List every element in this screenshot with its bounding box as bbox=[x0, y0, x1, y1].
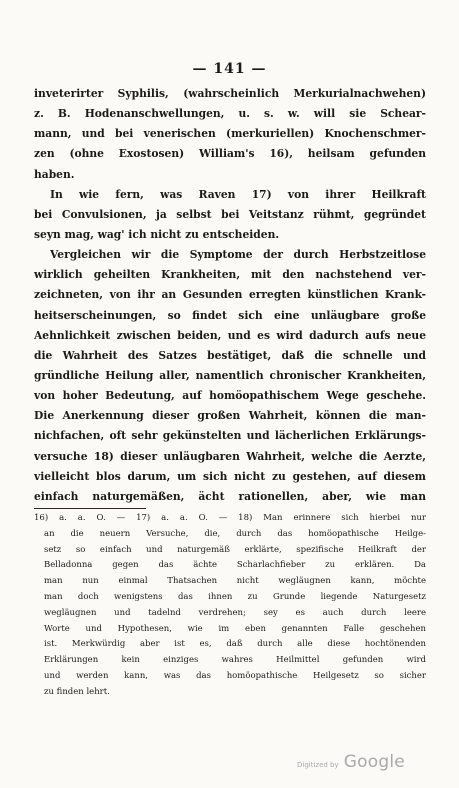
text-line: versuche 18) dieser unläugbaren Wahrheit, welche die Aerzte, bbox=[34, 449, 426, 463]
footnote-line: Erklärungen kein einziges wahres Heilmittel gefunden wird bbox=[44, 655, 426, 666]
digitized-by-google-watermark bbox=[297, 752, 405, 772]
footnote-divider bbox=[34, 508, 146, 509]
footnote-line: wegläugnen und tadelnd verdrehen; sey es auch durch leere bbox=[44, 607, 426, 618]
text-line: seyn mag, wag' ich nicht zu entscheiden. bbox=[34, 227, 280, 241]
text-line: Aehnlichkeit zwischen beiden, und es wird dadurch aufs neue bbox=[34, 328, 426, 342]
footnote-line: und werden kann, was das homöopathische Heilgesetz so sicher bbox=[44, 670, 426, 681]
page-number: — 141 — bbox=[192, 61, 267, 77]
footnote-line: 16) a. a. O. — 17) a. a. O. — 18) Man erinnere sich hierbei nur bbox=[34, 513, 426, 523]
text-line: gründliche Heilung aller, namentlich chronischer Krankheiten, bbox=[34, 368, 426, 382]
watermark-prefix: Digitized by bbox=[297, 761, 339, 769]
text-line: wirklich geheilten Krankheiten, mit den nachstehend ver- bbox=[34, 268, 426, 282]
text-line: nichfachen, oft sehr gekünstelten und lächerlichen Erklärungs- bbox=[34, 429, 426, 443]
text-line: vielleicht blos darum, um sich nicht zu gestehen, auf diesem bbox=[34, 469, 426, 483]
text-line: haben. bbox=[34, 167, 75, 181]
text-line: einfach naturgemäßen, ächt rationellen, aber, wie man bbox=[34, 489, 426, 503]
footnote-line: man nun einmal Thatsachen nicht wegläugnen kann, möchte bbox=[44, 576, 426, 587]
footnote-line: setz so einfach und naturgemäß erklärte, spezifische Heilkraft der bbox=[44, 544, 426, 555]
footnote-line: zu finden lehrt. bbox=[44, 686, 110, 697]
footnotes bbox=[34, 511, 426, 701]
text-line: die Wahrheit des Satzes bestätiget, daß die schnelle und bbox=[34, 348, 426, 362]
text-line: mann, und bei venerischen (merkuriellen) Knochenschmer- bbox=[34, 127, 426, 141]
text-line: In wie fern, was Raven 17) von ihrer Heilkraft bbox=[50, 187, 426, 201]
text-line: zeichneten, von ihr an Gesunden erregten künstlichen Krank- bbox=[34, 288, 426, 302]
footnote-line: ist. Merkwürdig aber ist es, daß durch alle diese hochtönenden bbox=[44, 639, 426, 650]
text-line: Die Anerkennung dieser großen Wahrheit, können die man- bbox=[34, 409, 426, 423]
footnote-line: an die neuern Versuche, die, durch das homöopathische Heilge- bbox=[44, 528, 426, 539]
text-line: z. B. Hodenanschwellungen, u. s. w. will sie Schear- bbox=[34, 107, 426, 121]
footnote-line: Worte und Hypothesen, wie im eben genannten Falle geschehen bbox=[44, 623, 426, 634]
main-text bbox=[34, 84, 426, 507]
text-line: inveterirter Syphilis, (wahrscheinlich Merkurialnachwehen) bbox=[34, 87, 426, 100]
text-line: zen (ohne Exostosen) William's 16), heilsam gefunden bbox=[34, 147, 426, 161]
text-line: bei Convulsionen, ja selbst bei Veitstanz rühmt, gegründet bbox=[34, 207, 426, 221]
text-line: Vergleichen wir die Symptome der durch Herbstzeitlose bbox=[50, 248, 426, 262]
footnote-line: man doch wenigstens das ihnen zu Grunde liegende Naturgesetz bbox=[44, 591, 426, 602]
text-line: heitserscheinungen, so findet sich eine unläugbare große bbox=[34, 308, 426, 322]
footnote-line: Belladonna gegen das ächte Scharlachfieber zu erklären. Da bbox=[44, 560, 426, 571]
text-line: von hoher Bedeutung, auf homöopathischem Wege geschehe. bbox=[34, 389, 426, 403]
watermark-brand: Google bbox=[343, 752, 405, 772]
